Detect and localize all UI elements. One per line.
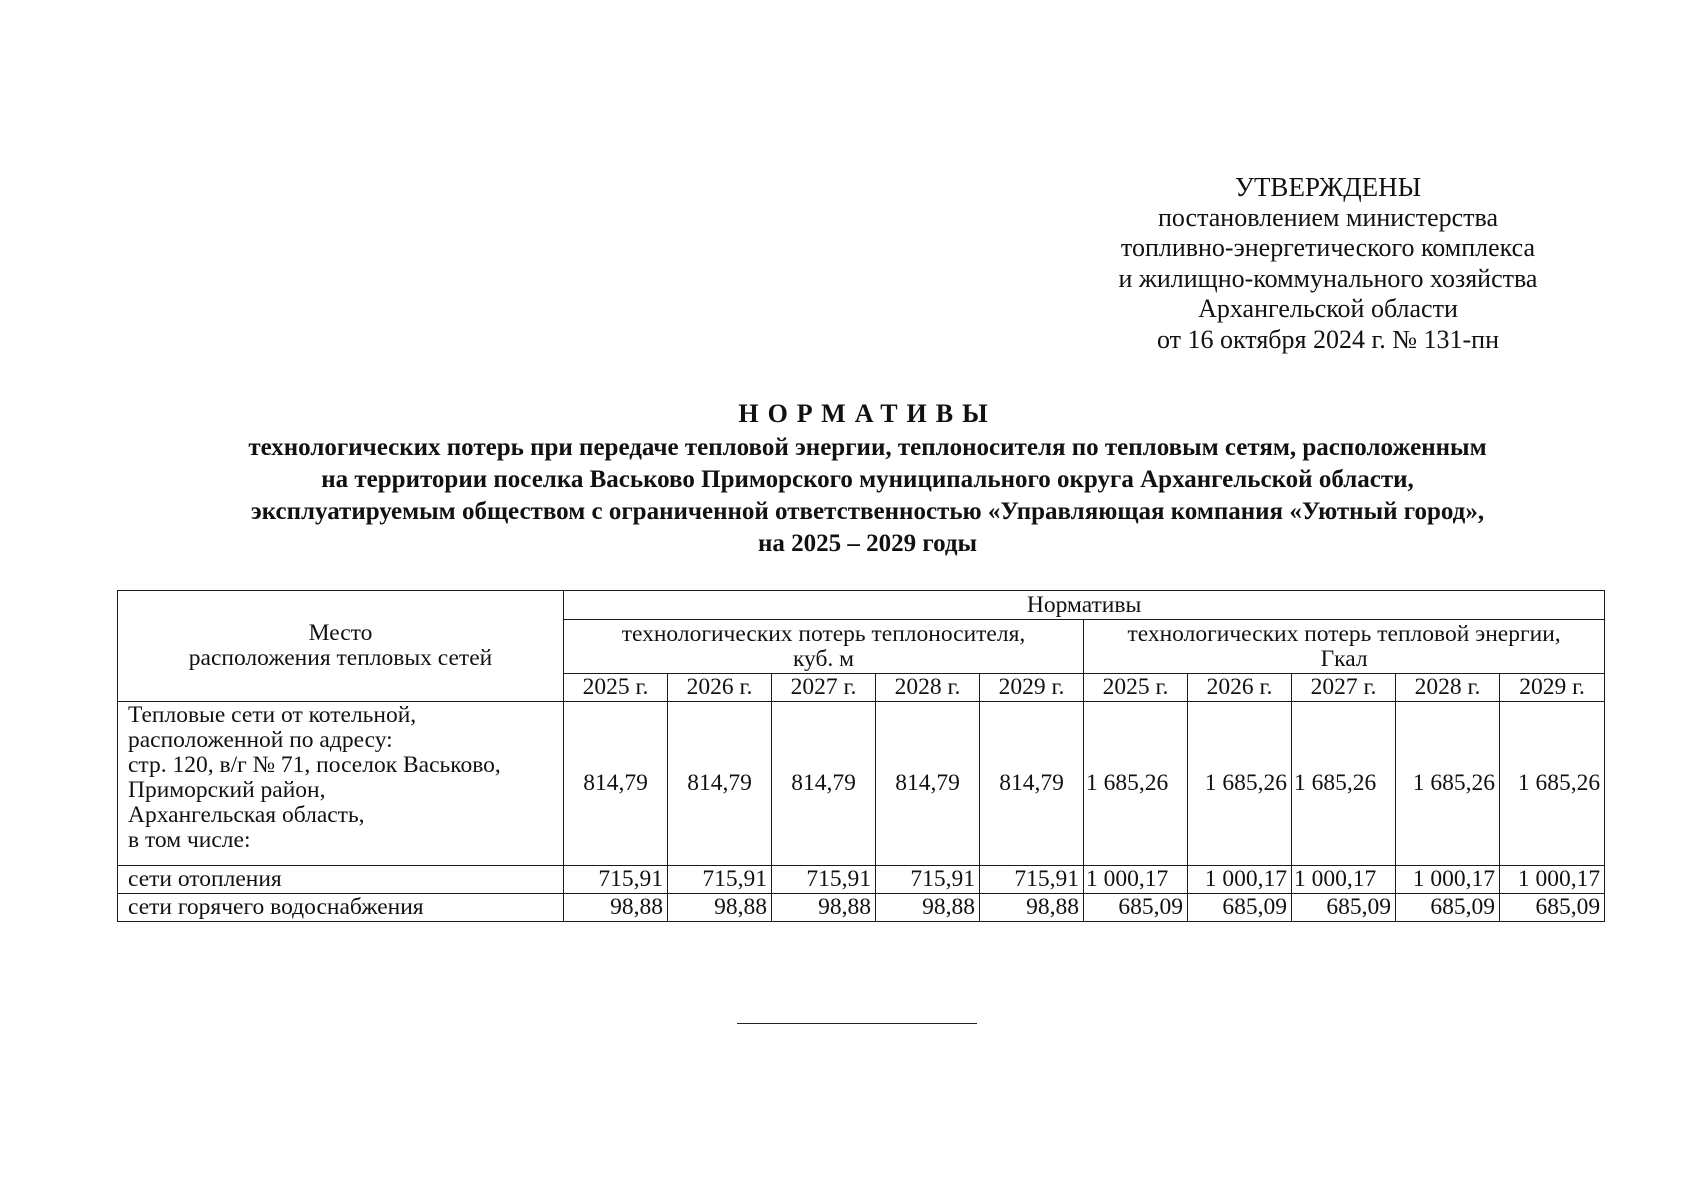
value-cell: 715,91 — [876, 866, 980, 894]
energy-header-label: технологических потерь тепловой энергии, — [1127, 620, 1561, 647]
value-cell: 98,88 — [668, 894, 772, 922]
year-header-cell: 2027 г. — [1292, 674, 1396, 702]
title-line: на 2025 – 2029 годы — [757, 530, 978, 557]
year-header-cell: 2025 г. — [1084, 674, 1188, 702]
value-cell: 1 685,26 — [1292, 702, 1396, 866]
place-cell: сети отопления — [118, 866, 564, 894]
header-row-norms — [118, 591, 1605, 620]
value-cell: 1 685,26 — [1500, 702, 1605, 866]
place-header-cell — [118, 591, 564, 702]
year-header-cell: 2028 г. — [1396, 674, 1500, 702]
value-cell: 814,79 — [876, 702, 980, 866]
place-line: расположенной по адресу: — [128, 727, 393, 753]
coolant-header-label: технологических потерь теплоносителя, — [621, 620, 1026, 647]
value-cell: 1 000,17 — [1292, 866, 1396, 894]
approval-title: УТВЕРЖДЕНЫ — [1234, 172, 1422, 202]
value-cell: 715,91 — [772, 866, 876, 894]
value-cell: 98,88 — [876, 894, 980, 922]
value-cell: 685,09 — [1292, 894, 1396, 922]
table-row-boiler-total — [118, 702, 1605, 866]
place-line: стр. 120, в/г № 71, поселок Васьково, — [128, 752, 501, 778]
year-header-cell: 2028 г. — [876, 674, 980, 702]
coolant-header-unit: куб. м — [792, 645, 855, 672]
place-cell — [118, 702, 564, 866]
value-cell: 1 000,17 — [1396, 866, 1500, 894]
approval-stamp — [1098, 172, 1558, 355]
place-line: Тепловые сети от котельной, — [128, 702, 417, 728]
year-header-cell: 2025 г. — [564, 674, 668, 702]
value-cell: 1 685,26 — [1188, 702, 1292, 866]
value-cell: 1 685,26 — [1084, 702, 1188, 866]
value-cell: 98,88 — [772, 894, 876, 922]
place-header-label: расположения тепловых сетей — [188, 644, 493, 671]
year-header-cell: 2026 г. — [1188, 674, 1292, 702]
norms-table — [117, 590, 1605, 922]
value-cell: 715,91 — [668, 866, 772, 894]
value-cell: 1 685,26 — [1396, 702, 1500, 866]
document-heading: НОРМАТИВЫ — [738, 399, 997, 428]
value-cell: 685,09 — [1396, 894, 1500, 922]
value-cell: 814,79 — [980, 702, 1084, 866]
value-cell: 814,79 — [564, 702, 668, 866]
value-cell: 685,09 — [1084, 894, 1188, 922]
place-line: в том числе: — [128, 827, 251, 853]
place-cell: сети горячего водоснабжения — [118, 894, 564, 922]
value-cell: 1 000,17 — [1188, 866, 1292, 894]
value-cell: 685,09 — [1188, 894, 1292, 922]
closing-rule — [737, 1023, 977, 1024]
title-line: технологических потерь при передаче тепловой энергии, теплоносителя по тепловым сетям, расположенным — [248, 434, 1487, 461]
energy-header-unit: Гкал — [1320, 645, 1368, 672]
year-header-cell: 2029 г. — [1500, 674, 1605, 702]
year-header-cell: 2029 г. — [980, 674, 1084, 702]
year-header-cell: 2027 г. — [772, 674, 876, 702]
value-cell: 715,91 — [564, 866, 668, 894]
year-header-cell: 2026 г. — [668, 674, 772, 702]
place-line: Приморский район, — [128, 777, 326, 803]
document-title — [100, 398, 1635, 560]
coolant-header-cell — [564, 620, 1084, 674]
title-line: на территории поселка Васьково Приморского муниципального округа Архангельской области, — [321, 466, 1414, 493]
value-cell: 814,79 — [668, 702, 772, 866]
approval-line: и жилищно-коммунального хозяйства — [1118, 263, 1538, 293]
value-cell: 685,09 — [1500, 894, 1605, 922]
approval-line: постановлением министерства — [1157, 202, 1499, 232]
norms-header-cell: Нормативы — [564, 591, 1605, 620]
value-cell: 814,79 — [772, 702, 876, 866]
table-row-heating — [118, 866, 1605, 894]
value-cell: 98,88 — [564, 894, 668, 922]
value-cell: 1 000,17 — [1500, 866, 1605, 894]
title-line: эксплуатируемым обществом с ограниченной ответственностью «Управляющая компания «Уютный город», — [250, 498, 1485, 525]
energy-header-cell — [1084, 620, 1605, 674]
value-cell: 1 000,17 — [1084, 866, 1188, 894]
value-cell: 98,88 — [980, 894, 1084, 922]
approval-line: топливно-энергетического комплекса — [1120, 233, 1536, 262]
table-row-hot-water — [118, 894, 1605, 922]
approval-line: Архангельской области — [1198, 294, 1458, 323]
place-header-label: Место — [308, 619, 373, 646]
place-line: Архангельская область, — [128, 802, 365, 828]
value-cell: 715,91 — [980, 866, 1084, 894]
approval-date-line: от 16 октября 2024 г. № 131-пн — [1157, 324, 1499, 354]
